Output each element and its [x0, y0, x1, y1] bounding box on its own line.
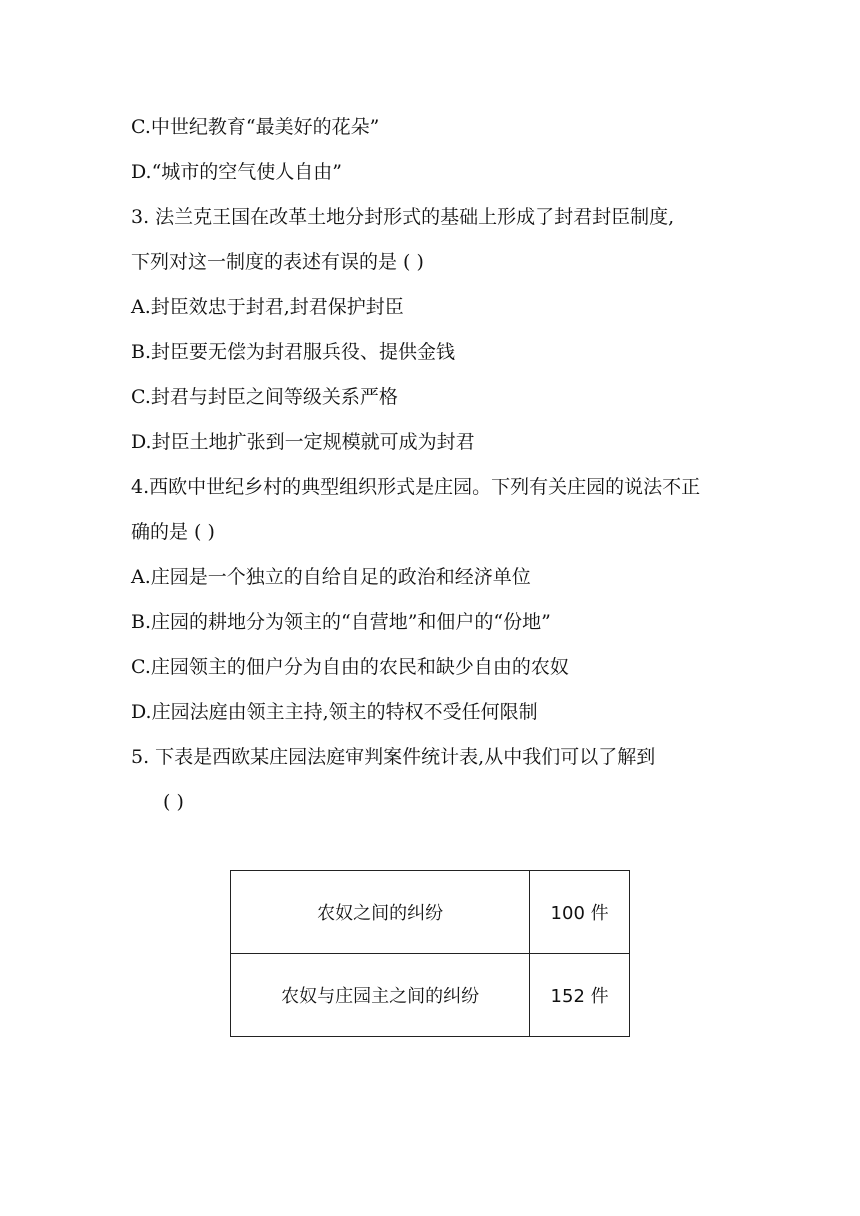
- case-statistics-table: [230, 870, 630, 1037]
- q4-stem-line-1: 4.西欧中世纪乡村的典型组织形式是庄园。下列有关庄园的说法不正: [131, 476, 701, 498]
- table-cell-label: 农奴与庄园主之间的纠纷: [231, 954, 530, 1037]
- table-cell-count: 100 件: [530, 871, 630, 954]
- q3-option-b: B.封臣要无偿为封君服兵役、提供金钱: [131, 341, 456, 363]
- q5-stem-line-1: 5. 下表是西欧某庄园法庭审判案件统计表,从中我们可以了解到: [131, 746, 656, 768]
- q3-stem-line-2: 下列对这一制度的表述有误的是 ( ): [131, 251, 424, 273]
- q3-stem-line-1: 3. 法兰克王国在改革土地分封形式的基础上形成了封君封臣制度,: [131, 206, 675, 228]
- q4-stem-line-2: 确的是 ( ): [131, 521, 215, 543]
- q2-option-c: C.中世纪教育“最美好的花朵”: [131, 116, 380, 138]
- q5-answer-bracket: ( ): [163, 791, 184, 813]
- table-row: [231, 871, 630, 954]
- q3-option-d: D.封臣土地扩张到一定规模就可成为封君: [131, 431, 475, 453]
- q2-option-d: D.“城市的空气使人自由”: [131, 161, 343, 183]
- q4-option-d: D.庄园法庭由领主主持,领主的特权不受任何限制: [131, 701, 538, 723]
- q3-option-a: A.封臣效忠于封君,封君保护封臣: [131, 296, 404, 318]
- q4-option-a: A.庄园是一个独立的自给自足的政治和经济单位: [131, 566, 531, 588]
- q4-option-b: B.庄园的耕地分为领主的“自营地”和佃户的“份地”: [131, 611, 551, 633]
- table-cell-count: 152 件: [530, 954, 630, 1037]
- table-row: [231, 954, 630, 1037]
- q3-option-c: C.封君与封臣之间等级关系严格: [131, 386, 398, 408]
- table-cell-label: 农奴之间的纠纷: [231, 871, 530, 954]
- q4-option-c: C.庄园领主的佃户分为自由的农民和缺少自由的农奴: [131, 656, 569, 678]
